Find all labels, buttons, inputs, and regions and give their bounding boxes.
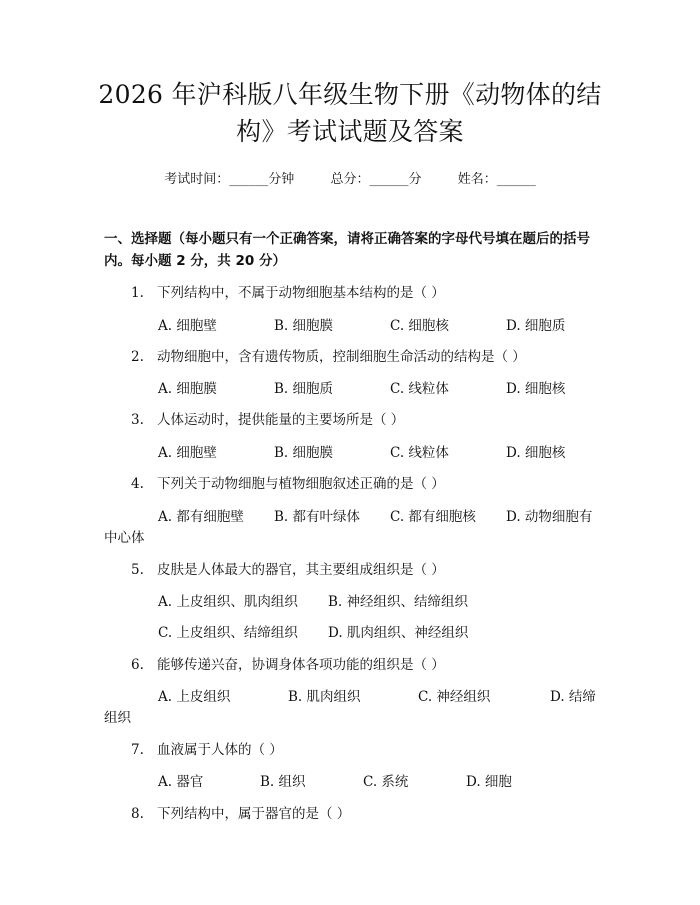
- section-heading: 一、选择题（每小题只有一个正确答案，请将正确答案的字母代号填在题后的括号内。每小题 2 分，共 20 分）: [104, 231, 590, 269]
- question-number: 4.: [131, 476, 144, 492]
- option-b: B. 都有叶绿体: [274, 509, 361, 525]
- question-number: 5.: [131, 562, 144, 578]
- question-text: 下列结构中，属于器官的是（ ）: [157, 806, 351, 822]
- total-score-field: 总分：______分: [330, 172, 422, 187]
- option-a: A. 器官: [158, 774, 204, 790]
- question-text: 动物细胞中，含有遗传物质，控制细胞生命活动的结构是（ ）: [157, 349, 526, 365]
- option-d: D. 细胞核: [506, 381, 566, 397]
- question-4-options: [158, 505, 618, 525]
- question-2: [131, 345, 526, 365]
- option-c: C. 细胞核: [390, 318, 449, 334]
- question-text: 下列结构中，不属于动物细胞基本结构的是（ ）: [157, 285, 445, 301]
- option-d: D. 细胞核: [506, 445, 566, 461]
- option-c: C. 线粒体: [390, 381, 449, 397]
- question-number: 2.: [131, 349, 144, 365]
- option-b: B. 组织: [260, 774, 306, 790]
- option-a: A. 上皮组织: [158, 689, 231, 705]
- title-line-2: 构》考试试题及答案: [236, 117, 464, 146]
- question-2-options: [158, 377, 618, 397]
- option-a: A. 细胞膜: [158, 381, 217, 397]
- option-b: B. 细胞膜: [274, 445, 334, 461]
- option-d: D. 动物细胞有: [506, 509, 593, 525]
- question-text: 血液属于人体的（ ）: [157, 742, 283, 758]
- question-5-options-row-2: [158, 621, 618, 641]
- option-b: B. 细胞膜: [274, 318, 334, 334]
- option-c: C. 都有细胞核: [390, 509, 476, 525]
- option-d: D. 细胞质: [506, 318, 566, 334]
- question-8: [131, 802, 350, 822]
- option-b: B. 神经组织、结缔组织: [328, 594, 469, 610]
- document-title: [60, 76, 640, 150]
- question-6-options: [158, 685, 618, 705]
- question-number: 8.: [131, 806, 144, 822]
- question-5-options-row-1: [158, 590, 618, 610]
- option-d-continuation: 中心体: [104, 530, 145, 546]
- option-c: C. 线粒体: [390, 445, 449, 461]
- question-7-options: [158, 770, 618, 790]
- question-1-options: [158, 314, 618, 334]
- question-3-options: [158, 441, 618, 461]
- option-b: B. 肌肉组织: [288, 689, 361, 705]
- question-text: 皮肤是人体最大的器官，其主要组成组织是（ ）: [157, 562, 445, 578]
- question-text: 人体运动时，提供能量的主要场所是（ ）: [157, 412, 405, 428]
- option-a: A. 上皮组织、肌肉组织: [158, 594, 298, 610]
- student-name-field: 姓名：______: [457, 172, 536, 187]
- option-b: B. 细胞质: [274, 381, 334, 397]
- question-number: 7.: [131, 742, 144, 758]
- question-number: 3.: [131, 412, 144, 428]
- question-text: 能够传递兴奋，协调身体各项功能的组织是（ ）: [157, 657, 445, 673]
- question-4: [131, 472, 445, 492]
- question-5: [131, 558, 445, 578]
- option-a: A. 细胞壁: [158, 445, 217, 461]
- option-d: D. 肌肉组织、神经组织: [328, 625, 469, 641]
- option-a: A. 细胞壁: [158, 318, 217, 334]
- title-line-1: 2026 年沪科版八年级生物下册《动物体的结: [98, 80, 602, 109]
- option-c: C. 上皮组织、结缔组织: [158, 625, 298, 641]
- exam-time-field: 考试时间：______分钟: [164, 172, 295, 187]
- option-d-continuation: 组织: [104, 710, 131, 726]
- exam-info: [0, 168, 700, 187]
- option-c: C. 神经组织: [418, 689, 491, 705]
- question-number: 6.: [131, 657, 144, 673]
- question-6: [131, 653, 445, 673]
- question-3: [131, 408, 404, 428]
- question-number: 1.: [131, 285, 144, 301]
- question-7: [131, 738, 283, 758]
- option-c: C. 系统: [363, 774, 409, 790]
- option-a: A. 都有细胞壁: [158, 509, 244, 525]
- option-d: D. 结缔: [550, 689, 596, 705]
- question-text: 下列关于动物细胞与植物细胞叙述正确的是（ ）: [157, 476, 445, 492]
- option-d: D. 细胞: [466, 774, 512, 790]
- question-1: [131, 281, 445, 301]
